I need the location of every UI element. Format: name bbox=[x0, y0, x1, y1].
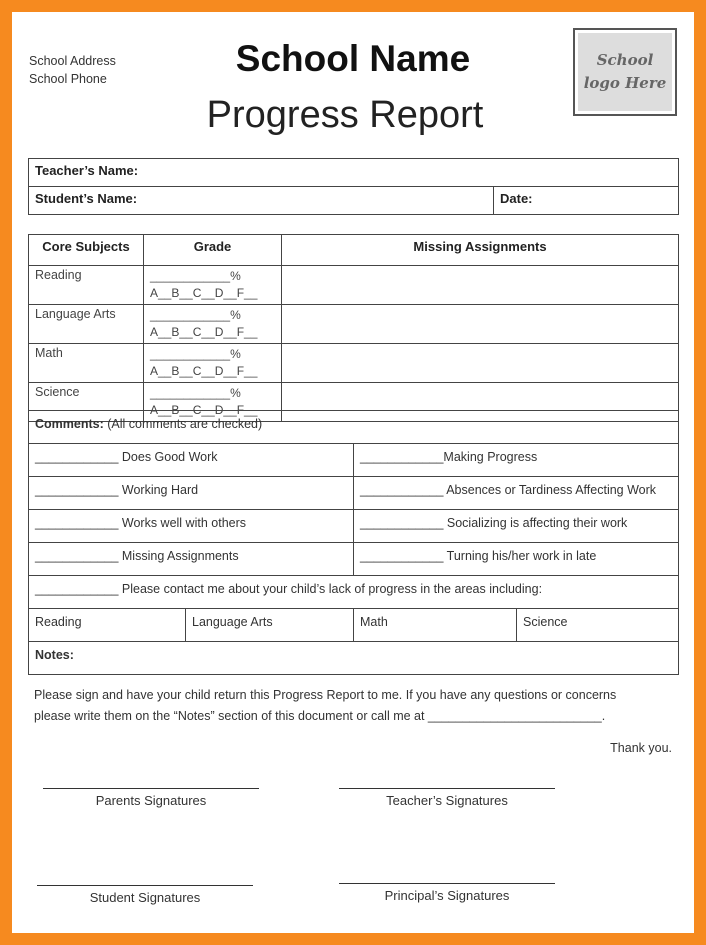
missing-cell[interactable] bbox=[282, 305, 679, 344]
logo-line-1: School bbox=[596, 51, 654, 69]
percent-line: ____________% bbox=[150, 308, 241, 322]
comment-option[interactable]: ____________ Absences or Tardiness Affecting Work bbox=[354, 477, 679, 510]
missing-cell[interactable] bbox=[282, 344, 679, 383]
school-logo-placeholder bbox=[573, 28, 677, 116]
comment-option[interactable]: ____________ Works well with others bbox=[29, 510, 354, 543]
comment-option[interactable]: ____________ Working Hard bbox=[29, 477, 354, 510]
header-grade: Grade bbox=[144, 235, 282, 266]
header-missing-assignments: Missing Assignments bbox=[282, 235, 679, 266]
school-address: School Address bbox=[29, 54, 116, 68]
logo-line-2: logo Here bbox=[583, 74, 667, 92]
grades-table bbox=[28, 234, 679, 422]
logo-placeholder-text bbox=[578, 33, 672, 111]
date-field[interactable]: Date: bbox=[494, 187, 679, 215]
grade-cell[interactable] bbox=[144, 344, 282, 383]
student-signature-line[interactable]: Student Signatures bbox=[37, 885, 253, 905]
teacher-signature-line[interactable]: Teacher’s Signatures bbox=[339, 788, 555, 808]
notes-field[interactable]: Notes: bbox=[29, 642, 679, 675]
subject-math: Math bbox=[29, 344, 144, 383]
grade-cell[interactable] bbox=[144, 266, 282, 305]
parents-signature-line[interactable]: Parents Signatures bbox=[43, 788, 259, 808]
grade-cell[interactable] bbox=[144, 305, 282, 344]
table-row bbox=[29, 305, 679, 344]
comment-option[interactable]: ____________Making Progress bbox=[354, 444, 679, 477]
comment-option[interactable]: ____________ Missing Assignments bbox=[29, 543, 354, 576]
comment-option[interactable]: ____________ Turning his/her work in late bbox=[354, 543, 679, 576]
instructions-paragraph bbox=[34, 685, 674, 727]
subject-language-arts: Language Arts bbox=[29, 305, 144, 344]
area-reading[interactable]: Reading bbox=[29, 609, 186, 642]
report-title: Progress Report bbox=[206, 94, 484, 136]
student-name-field[interactable]: Student’s Name: bbox=[29, 187, 494, 215]
subject-science: Science bbox=[29, 383, 144, 422]
percent-line: ____________% bbox=[150, 347, 241, 361]
comments-table bbox=[28, 410, 679, 675]
area-math[interactable]: Math bbox=[354, 609, 517, 642]
letter-grade-line: A__B__C__D__F__ bbox=[150, 325, 258, 339]
table-row bbox=[29, 266, 679, 305]
comments-note: (All comments are checked) bbox=[107, 417, 263, 431]
instructions-line-2: please write them on the “Notes” section of this document or call me at _________________________. bbox=[34, 709, 606, 723]
percent-line: ____________% bbox=[150, 269, 241, 283]
teacher-name-field[interactable]: Teacher’s Name: bbox=[29, 159, 679, 187]
school-phone: School Phone bbox=[29, 72, 107, 86]
percent-line: ____________% bbox=[150, 386, 241, 400]
contact-request-option[interactable]: ____________ Please contact me about your child’s lack of progress in the areas including: bbox=[29, 576, 679, 609]
comments-header bbox=[29, 411, 679, 444]
header-core-subjects: Core Subjects bbox=[29, 235, 144, 266]
comment-option[interactable]: ____________ Does Good Work bbox=[29, 444, 354, 477]
comments-label: Comments: bbox=[35, 417, 104, 431]
instructions-line-1: Please sign and have your child return this Progress Report to me. If you have any questions or concerns bbox=[34, 688, 617, 702]
principal-signature-line[interactable]: Principal’s Signatures bbox=[339, 883, 555, 903]
thank-you-text: Thank you. bbox=[610, 741, 672, 755]
table-row bbox=[29, 344, 679, 383]
report-page bbox=[12, 12, 694, 933]
school-name: School Name bbox=[235, 38, 471, 79]
letter-grade-line: A__B__C__D__F__ bbox=[150, 286, 258, 300]
subject-reading: Reading bbox=[29, 266, 144, 305]
comment-option[interactable]: ____________ Socializing is affecting their work bbox=[354, 510, 679, 543]
area-language-arts[interactable]: Language Arts bbox=[186, 609, 354, 642]
letter-grade-line: A__B__C__D__F__ bbox=[150, 403, 258, 417]
info-table bbox=[28, 158, 679, 215]
letter-grade-line: A__B__C__D__F__ bbox=[150, 364, 258, 378]
area-science[interactable]: Science bbox=[517, 609, 679, 642]
missing-cell[interactable] bbox=[282, 266, 679, 305]
